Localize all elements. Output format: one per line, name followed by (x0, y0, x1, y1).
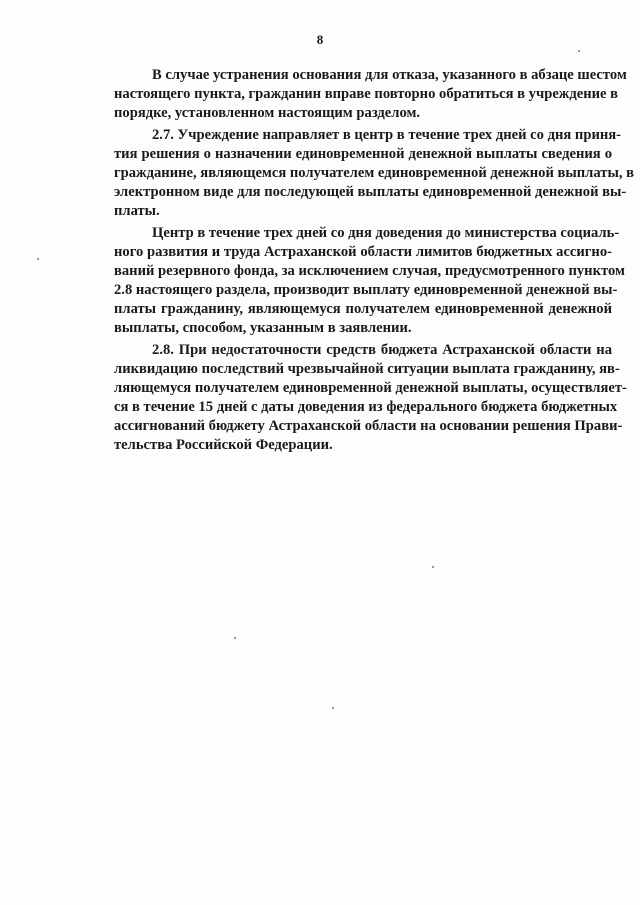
text-line: порядке, установленном настоящим разделом. (114, 105, 421, 121)
text-line: платы гражданину, являющемуся получателем единовременной денежной (114, 301, 612, 317)
text-line: тия решения о назначении единовременной денежной выплаты сведения о (114, 146, 612, 162)
scan-speck (332, 707, 334, 709)
text-line: платы. (114, 203, 160, 219)
text-line: ся в течение 15 дней с даты доведения из федерального бюджета бюджетных (114, 399, 618, 415)
scan-speck (234, 637, 236, 639)
text-line: ликвидацию последствий чрезвычайной ситуации выплата гражданину, яв- (114, 361, 620, 377)
text-line: выплаты, способом, указанным в заявлении. (114, 320, 412, 336)
text-line: 2.7. Учреждение направляет в центр в течение трех дней со дня приня- (152, 127, 622, 143)
text-line: настоящего пункта, гражданин вправе повторно обратиться в учреждение в (114, 86, 619, 102)
text-line: тельства Российской Федерации. (114, 437, 333, 453)
text-line: 2.8 настоящего раздела, производит выплату единовременной денежной вы- (114, 282, 618, 298)
page-number: 8 (316, 32, 324, 47)
scan-speck (37, 258, 39, 260)
text-line: электронном виде для последующей выплаты единовременной денежной вы- (114, 184, 627, 200)
text-line: ляющемуся получателем единовременной денежной выплаты, осуществляет- (114, 380, 627, 396)
text-line: гражданине, являющемся получателем единовременной денежной выплаты, в (114, 165, 635, 181)
text-line: Центр в течение трех дней со дня доведения до министерства социаль- (152, 225, 620, 241)
scan-speck (578, 50, 580, 52)
scan-speck (432, 566, 434, 568)
text-line: В случае устранения основания для отказа, указанного в абзаце шестом (152, 67, 627, 83)
text-line: ассигнований бюджету Астраханской области на основании решения Прави- (114, 418, 623, 434)
text-line: 2.8. При недостаточности средств бюджета Астраханской области на (152, 342, 612, 358)
text-line: ваний резервного фонда, за исключением случая, предусмотренного пунктом (114, 263, 625, 279)
text-line: ного развития и труда Астраханской области лимитов бюджетных ассигно- (114, 244, 612, 260)
